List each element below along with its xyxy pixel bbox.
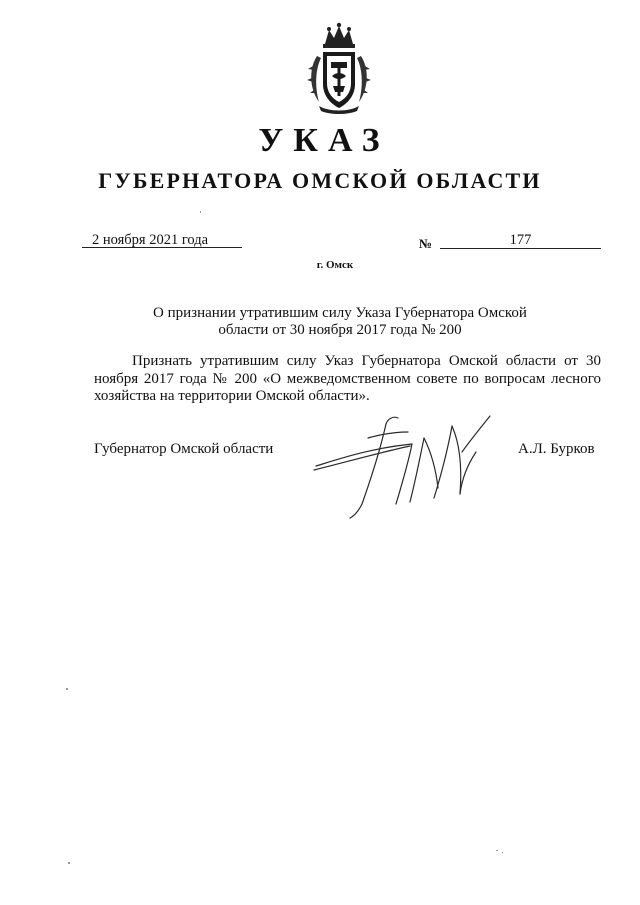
number-label: № bbox=[419, 236, 433, 251]
scan-speck bbox=[68, 862, 70, 864]
document-heading bbox=[140, 305, 540, 339]
document-subtitle: ГУБЕРНАТОРА ОМСКОЙ ОБЛАСТИ bbox=[98, 168, 542, 193]
coat-of-arms-emblem bbox=[303, 22, 375, 116]
heading-line-1: О признании утратившим силу Указа Губернатора Омской bbox=[153, 305, 527, 321]
document-number: 177 bbox=[440, 232, 601, 249]
handwritten-signature bbox=[312, 408, 502, 520]
document-date: 2 ноября 2021 года bbox=[82, 232, 242, 248]
scan-speck bbox=[66, 688, 68, 690]
scan-speck bbox=[200, 211, 201, 213]
scan-speck bbox=[496, 850, 498, 851]
heading-line-2: области от 30 ноября 2017 года № 200 bbox=[218, 322, 462, 338]
signatory-name: А.Л. Бурков bbox=[518, 441, 595, 457]
document-body: Признать утратившим силу Указ Губернатора Омской области от 30 ноября 2017 года № 200 «О межведомственном совете по вопросам лесного хозяйства на территории Омской области». bbox=[94, 353, 601, 404]
scan-speck bbox=[502, 852, 503, 853]
signatory-position: Губернатор Омской области bbox=[94, 441, 274, 457]
document-title: УКАЗ bbox=[258, 122, 390, 159]
document-city: г. Омск bbox=[316, 259, 354, 271]
